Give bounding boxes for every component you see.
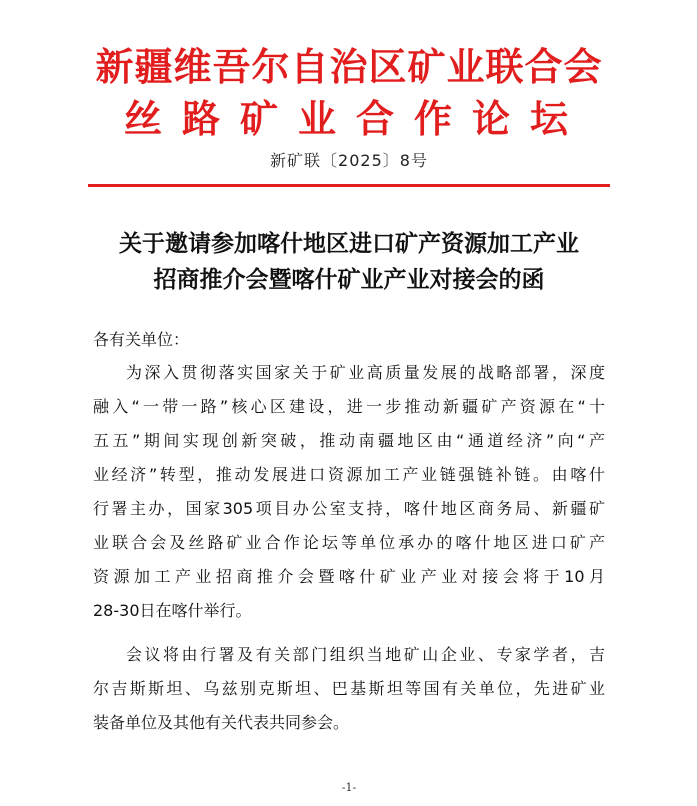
letterhead-forum: 丝路矿业合作论坛 [123,97,588,141]
letterhead-red-rule [88,184,610,187]
paragraph-1-line-4: 业经济”转型，推动发展进口资源加工产业链强链补链。由喀什 [93,465,605,484]
paragraph-2-line-3: 装备单位及其他有关代表共同参会。 [93,713,350,732]
paragraph-2-line-1: 会议将由行署及有关部门组织当地矿山企业、专家学者，吉 [126,645,605,664]
document-title-line-1: 关于邀请参加喀什地区进口矿产资源加工产业 [119,230,579,257]
paragraph-1-line-7: 资源加工产业招商推介会暨喀什矿业产业对接会将于10月 [93,567,605,586]
page-number: -1- [341,781,357,794]
salutation: 各有关单位： [93,330,190,349]
paragraph-1-line-1: 为深入贯彻落实国家关于矿业高质量发展的战略部署，深度 [126,363,605,382]
paragraph-1-line-5: 行署主办，国家305项目办公室支持，喀什地区商务局、新疆矿 [93,499,605,518]
letterhead-organization: 新疆维吾尔自治区矿业联合会 [95,45,603,89]
paragraph-1-line-3: 五五”期间实现创新突破，推动南疆地区由“通道经济”向“产 [93,431,605,450]
paragraph-2-line-2: 尔吉斯斯坦、乌兹别克斯坦、巴基斯坦等国有关单位，先进矿业 [93,679,605,698]
paragraph-1-line-8: 28-30日在喀什举行。 [93,601,252,620]
document-number: 新矿联〔2025〕8号 [270,151,428,170]
paragraph-1-line-6: 业联合会及丝路矿业合作论坛等单位承办的喀什地区进口矿产 [93,533,605,552]
paragraph-1-line-2: 融入“一带一路”核心区建设，进一步推动新疆矿产资源在“十 [93,397,605,416]
document-title-line-2: 招商推介会暨喀什矿业产业对接会的函 [153,266,545,293]
